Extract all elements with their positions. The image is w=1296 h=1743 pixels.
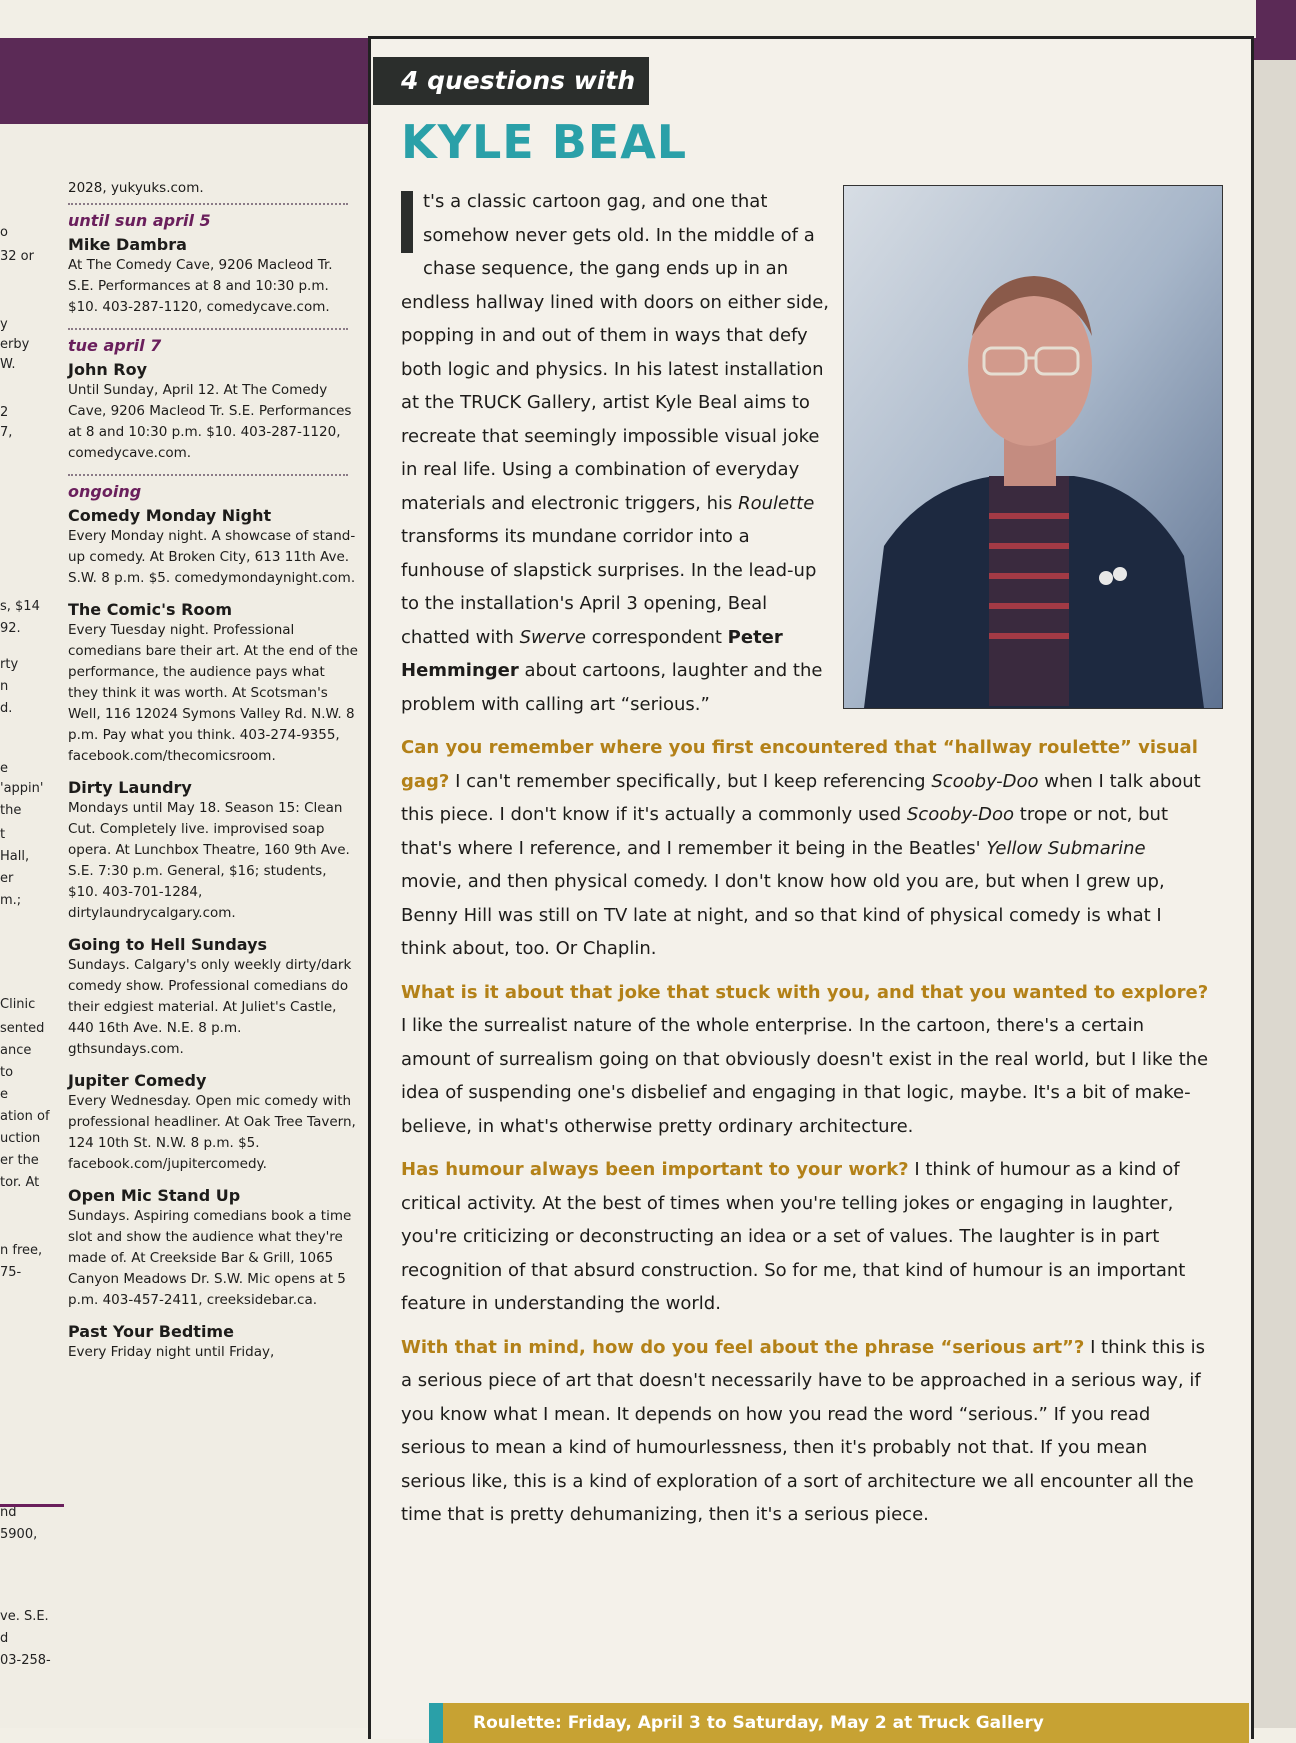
listing-item — [68, 777, 358, 924]
listing-title: John Roy — [68, 360, 148, 379]
interview-question: Can you remember where you first encountered that “hallway roulette” visual gag? — [401, 737, 1198, 792]
italic-title: Swerve — [519, 626, 586, 648]
listing-title: Jupiter Comedy — [68, 1071, 207, 1090]
neighbor-fragment: 03-258- — [0, 1653, 51, 1668]
neighbor-fragment: d — [0, 1631, 9, 1646]
neighbor-fragment: 75- — [0, 1265, 22, 1280]
qa-paragraph — [401, 731, 1211, 966]
listing-date-heading: ongoing — [68, 482, 142, 501]
listing-description: Mondays until May 18. Season 15: Clean Cut. Completely live. improvised soap opera. At Lunchbox Theatre, 160 9th Ave. S.E. 7:30 p.m. General, $16; students, $10. 403-701-1284, dirtylaundrycalgary.com. — [68, 800, 350, 921]
neighbor-fragment: s, $14 — [0, 599, 40, 614]
neighbor-fragment: d. — [0, 701, 13, 716]
listing-title: Dirty Laundry — [68, 778, 192, 797]
body-text-run: trope or not, but that's where I reference, and I remember it being in the Beatles' — [401, 804, 1169, 859]
neighbor-fragment: sented — [0, 1021, 45, 1036]
interview-article — [368, 36, 1254, 1739]
neighbor-fragment: 2 — [0, 405, 9, 420]
dotted-separator — [68, 328, 348, 330]
italic-title: Scooby-Doo — [906, 804, 1015, 825]
neighbor-fragment: the — [0, 803, 22, 818]
body-text-run: I like the surrealist nature of the whole enterprise. In the cartoon, there's a certain amount of surrealism going on that obviously doesn't exist in the real world, but I like the idea of suspending one's disbelief and engaging in that logic, maybe. It's a bit of make-believe, in what's otherwise pretty ordinary architecture. — [401, 1015, 1209, 1137]
listing-title: Open Mic Stand Up — [68, 1186, 241, 1205]
interview-question: With that in mind, how do you feel about the phrase “serious art”? — [401, 1336, 1085, 1358]
portrait-photo — [843, 185, 1223, 709]
event-info-bar: Roulette: Friday, April 3 to Saturday, May 2 at Truck Gallery — [429, 1703, 1249, 1743]
listing-description: Every Monday night. A showcase of stand-up comedy. At Broken City, 613 11th Ave. S.W. 8 p.m. $5. comedymondaynight.com. — [68, 528, 356, 586]
neighbor-fragment: rty — [0, 657, 19, 672]
neighbor-fragment: y — [0, 317, 8, 332]
section-rule — [0, 1504, 64, 1507]
listing-description: Sundays. Calgary's only weekly dirty/dark comedy show. Professional comedians do their edgiest material. At Juliet's Castle, 440 16th Ave. N.E. 8 p.m. gthsundays.com. — [68, 957, 352, 1057]
neighbor-fragment: Hall, — [0, 849, 30, 864]
neighbor-fragment: n free, — [0, 1243, 43, 1258]
qa-paragraph — [401, 1331, 1211, 1532]
interview-question: What is it about that joke that stuck with you, and that you wanted to explore? — [401, 981, 1209, 1003]
listing-item — [68, 1321, 358, 1363]
listing-item — [68, 505, 358, 589]
neighbor-fragment: e — [0, 761, 8, 776]
neighbor-fragment: 5900, — [0, 1527, 38, 1542]
italic-title: Roulette — [738, 492, 815, 514]
neighbor-fragment: er — [0, 871, 14, 886]
neighbor-fragment: erby — [0, 337, 30, 352]
body-text-run: I think this is a serious piece of art that doesn't necessarily have to be approached in a serious way, if you know what I mean. It depends on how you read the word “serious.” If you read serious to mean a kind of humourlessness, then it's probably not that. If you mean serious like, this is a kind of exploration of a sort of architecture we all encounter all the time that is pretty dehumanizing, then it's a serious piece. — [401, 1336, 1206, 1525]
listing-item — [68, 934, 358, 1060]
listing-title: Going to Hell Sundays — [68, 935, 268, 954]
body-text-run: movie, and then physical comedy. I don't know how old you are, but when I grew up, Benny Hill was still on TV late at night, and so that kind of physical comedy is what I think about, too. Or Chaplin. — [401, 871, 1165, 959]
listing-item — [68, 234, 358, 318]
bold-name: Peter Hemminger — [401, 626, 783, 681]
italic-title: Scooby-Doo — [931, 770, 1039, 792]
listing-top-line: 2028, yukyuks.com. — [68, 180, 204, 196]
neighbor-fragment: 'appin' — [0, 781, 44, 796]
article-kicker: 4 questions with — [373, 57, 649, 105]
neighbor-fragment: er the — [0, 1153, 39, 1168]
comedy-listings — [68, 178, 358, 1373]
neighbor-fragment: tor. At — [0, 1175, 40, 1190]
neighbor-fragment: 7, — [0, 425, 13, 440]
italic-title: Yellow Submarine — [986, 837, 1146, 859]
listing-date-heading: tue april 7 — [68, 336, 162, 355]
dotted-separator — [68, 203, 348, 205]
neighbor-fragment: ation of — [0, 1109, 50, 1124]
listing-description: Until Sunday, April 12. At The Comedy Cave, 9206 Macleod Tr. S.E. Performances at 8 and 10:30 p.m. $10. 403-287-1120, comedycave.com. — [68, 382, 352, 461]
neighbor-fragment: W. — [0, 357, 16, 372]
listing-item — [68, 1185, 358, 1311]
body-text-run: t's a classic cartoon gag, and one that somehow never gets old. In the middle of a chase sequence, the gang ends up in an endless hallway lined with doors on either side, popping in and out of them in ways that defy both logic and physics. In his latest installation at the TRUCK Gallery, artist Kyle Beal aims to recreate that seemingly impossible visual joke in real life. Using a combination of everyday materials and electronic triggers, his — [401, 191, 830, 514]
neighbor-fragment: Clinic — [0, 997, 36, 1012]
neighbor-fragment: m.; — [0, 893, 22, 908]
listing-item — [68, 1070, 358, 1175]
body-text-run: I think of humour as a kind of critical activity. At the best of times when you're telling jokes or engaging in laughter, you're criticizing or deconstructing an idea or a set of values. The laughter is in part recognition of that absurd construction. So for me, that kind of humour is an important feature in understanding the world. — [401, 1159, 1186, 1314]
listings-column — [0, 124, 368, 1728]
listing-description: Every Friday night until Friday, — [68, 1344, 275, 1360]
neighbor-fragment: e — [0, 1087, 8, 1102]
listing-item — [68, 359, 358, 464]
body-text-run: I can't remember specifically, but I keep referencing — [449, 770, 932, 792]
neighbor-fragment: nd — [0, 1505, 17, 1520]
neighbor-fragment: 32 or — [0, 249, 34, 264]
question-answers — [401, 731, 1211, 1532]
qa-paragraph — [401, 1153, 1211, 1321]
body-text-run: about cartoons, laughter and the problem with calling art “serious.” — [401, 660, 823, 715]
listing-item — [68, 599, 358, 767]
qa-paragraph — [401, 976, 1211, 1144]
listing-title: The Comic's Room — [68, 600, 233, 619]
listing-title: Mike Dambra — [68, 235, 187, 254]
drop-cap — [401, 191, 413, 253]
neighbor-fragment: n — [0, 679, 9, 694]
body-text-run: when I talk about this piece. I don't know if it's actually a commonly used — [401, 770, 1201, 825]
dotted-separator — [68, 474, 348, 476]
portrait-illustration — [844, 186, 1222, 708]
neighbor-fragment: ve. S.E. — [0, 1609, 49, 1624]
interview-question: Has humour always been important to your work? — [401, 1159, 909, 1180]
neighbor-fragment: ance — [0, 1043, 32, 1058]
article-body — [401, 185, 1211, 1542]
listing-description: Sundays. Aspiring comedians book a time slot and show the audience what they're made of. At Creekside Bar & Grill, 1065 Canyon Meadows Dr. S.W. Mic opens at 5 p.m. 403-457-2411, creeksidebar.ca. — [68, 1208, 352, 1308]
listing-title: Comedy Monday Night — [68, 506, 272, 525]
listing-description: Every Wednesday. Open mic comedy with professional headliner. At Oak Tree Tavern, 124 10th St. N.W. 8 p.m. $5. facebook.com/jupitercomedy. — [68, 1093, 356, 1172]
article-title: KYLE BEAL — [401, 115, 688, 169]
neighbor-fragment: o — [0, 225, 8, 240]
adjacent-page-edge — [1248, 60, 1296, 1728]
listing-title: Past Your Bedtime — [68, 1322, 234, 1341]
listing-description: Every Tuesday night. Professional comedians bare their art. At the end of the performance, the audience pays what they think it was worth. At Scotsman's Well, 116 12024 Symons Valley Rd. N.W. 8 p.m. Pay what you think. 403-274-9355, facebook.com/thecomicsroom. — [68, 622, 358, 764]
listing-description: At The Comedy Cave, 9206 Macleod Tr. S.E. Performances at 8 and 10:30 p.m. $10. 403-287-1120, comedycave.com. — [68, 257, 333, 315]
body-text-run: transforms its mundane corridor into a funhouse of slapstick surprises. In the lead-up to the installation's April 3 opening, Beal chatted with — [401, 526, 817, 648]
neighbor-fragment: t — [0, 827, 6, 842]
neighbor-fragment: 92. — [0, 621, 21, 636]
neighbor-fragment: uction — [0, 1131, 41, 1146]
top-right-band — [1256, 0, 1296, 62]
listing-date-heading: until sun april 5 — [68, 211, 211, 230]
neighbor-fragment: to — [0, 1065, 14, 1080]
body-text-run: correspondent — [585, 626, 728, 648]
